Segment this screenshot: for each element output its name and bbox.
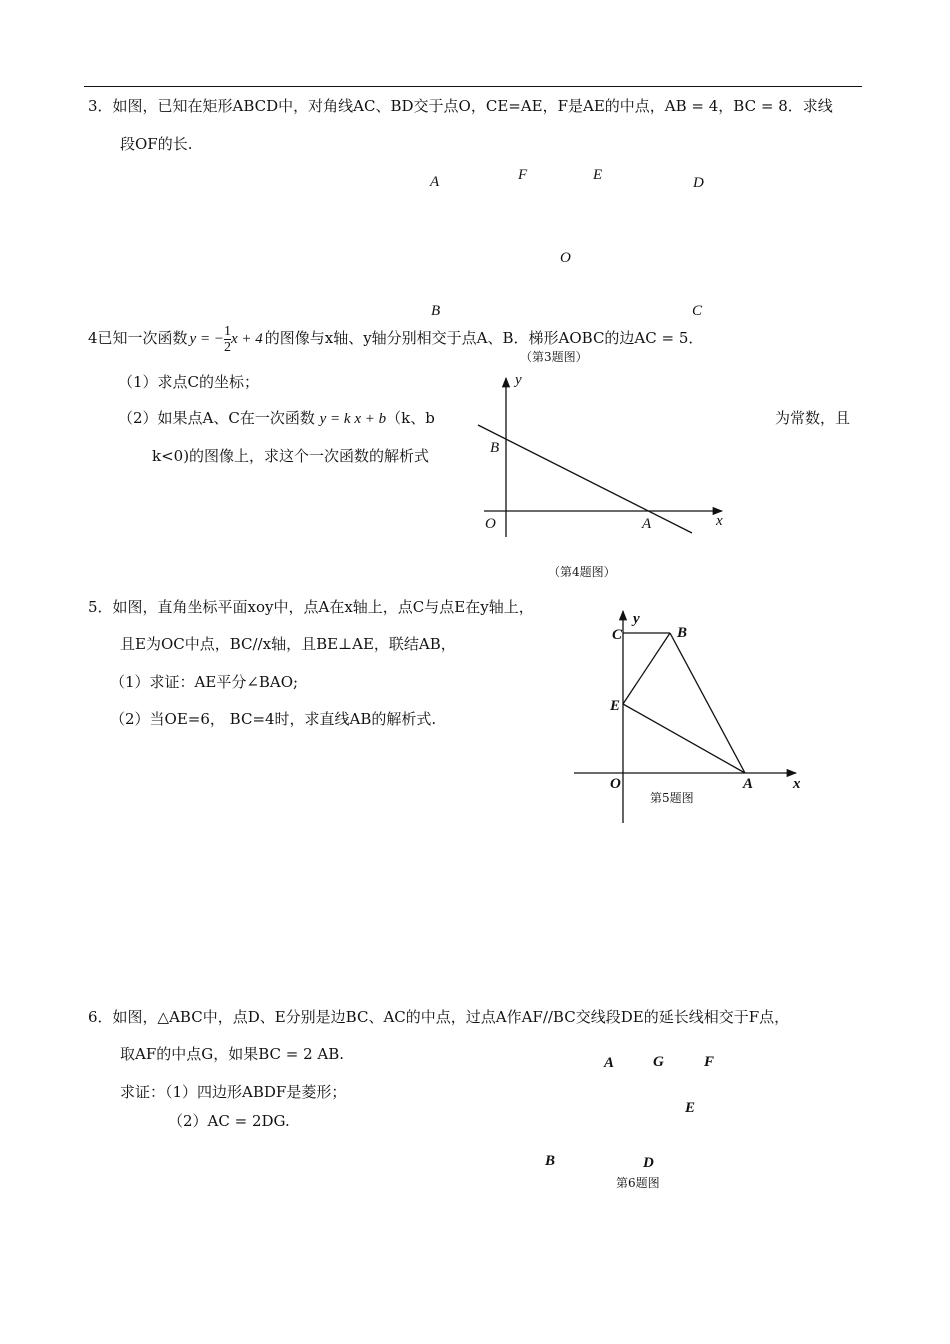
q5-part1: （1）求证：AE平分∠BAO; [110,673,299,691]
q4-frac-den: 2 [223,340,231,355]
q3-label-D: D [693,175,704,191]
q5-label-E: E [610,698,621,714]
q5-text-line1: 5．如图，直角坐标平面xoy中，点A在x轴上，点C与点E在y轴上， [88,598,534,616]
q4-label-B: B [490,440,500,456]
q4-part2-a: （2）如果点A、C在一次函数 y = k x + b（k、b [118,409,435,427]
q5-label-B: B [677,625,688,641]
q5-label-C: C [612,627,623,643]
q4-label-x: x [716,513,723,529]
q6-label-A: A [604,1055,615,1071]
q4-graph-line [478,425,692,533]
q3-label-B: B [431,303,441,319]
q4-label-O: O [485,516,496,532]
q6-caption: 第6题图 [616,1176,660,1190]
q3-label-A: A [430,174,440,190]
q3-label-F: F [518,167,528,183]
q6-text-line1: 6．如图，△ABC中，点D、E分别是边BC、AC的中点，过点A作AF//BC交线段DE的延长线相交于F点， [88,1008,790,1026]
q5-label-A: A [743,776,754,792]
q4-part2-d: k<0)的图像上，求这个一次函数的解析式 [152,447,430,465]
q4-equation: $y = -\frac{1}{2}$ x + 4 [189,324,263,355]
q4-label-A: A [642,516,652,532]
q4-part1: （1）求点C的坐标； [118,373,260,391]
q3-text-line2: 段OF的长. [120,135,193,153]
q4-frac-num: 1 [223,324,231,339]
q6-label-B: B [545,1153,556,1169]
q6-part-lead: 求证：（1）四边形ABDF是菱形； [120,1083,347,1101]
q4-part2-c: 为常数，且 [775,409,851,427]
q3-caption: （第3题图） [520,350,588,364]
q5-label-O: O [610,776,621,792]
q3-label-C: C [692,303,703,319]
q5-segment-BE [623,633,670,704]
q6-label-F: F [704,1054,715,1070]
q6-label-G: G [653,1054,664,1070]
q5-caption: 第5题图 [650,791,694,805]
q5-part2: （2）当OE=6， BC=4时，求直线AB的解析式. [110,710,437,728]
q5-label-y: y [633,611,640,627]
q3-text-line1: 3．如图，已知在矩形ABCD中，对角线AC、BD交于点O，CE=AE，F是AE的中点，AB = 4，BC = 8．求线 [88,97,833,115]
q6-label-D: D [643,1155,654,1171]
q6-part2: （2）AC = 2DG. [168,1112,290,1130]
q3-label-E: E [593,167,603,183]
q3-label-O: O [560,250,571,266]
q6-text-line2: 取AF的中点G，如果BC = 2 AB. [120,1045,345,1063]
q5-text-line2: 且E为OC中点，BC//x轴，且BE⊥AE，联结AB， [120,635,456,653]
q5-label-x: x [793,776,801,792]
q6-label-E: E [685,1100,696,1116]
q4-rest: 的图像与x轴、y轴分别相交于点A、B．梯形AOBC的边AC = 5． [264,328,704,347]
q4-caption: （第4题图） [548,565,616,579]
q4-part2-eq: y = k x + b [319,411,387,427]
q4-lead: 4已知一次函数 [88,328,188,347]
q4-label-y: y [515,372,522,388]
